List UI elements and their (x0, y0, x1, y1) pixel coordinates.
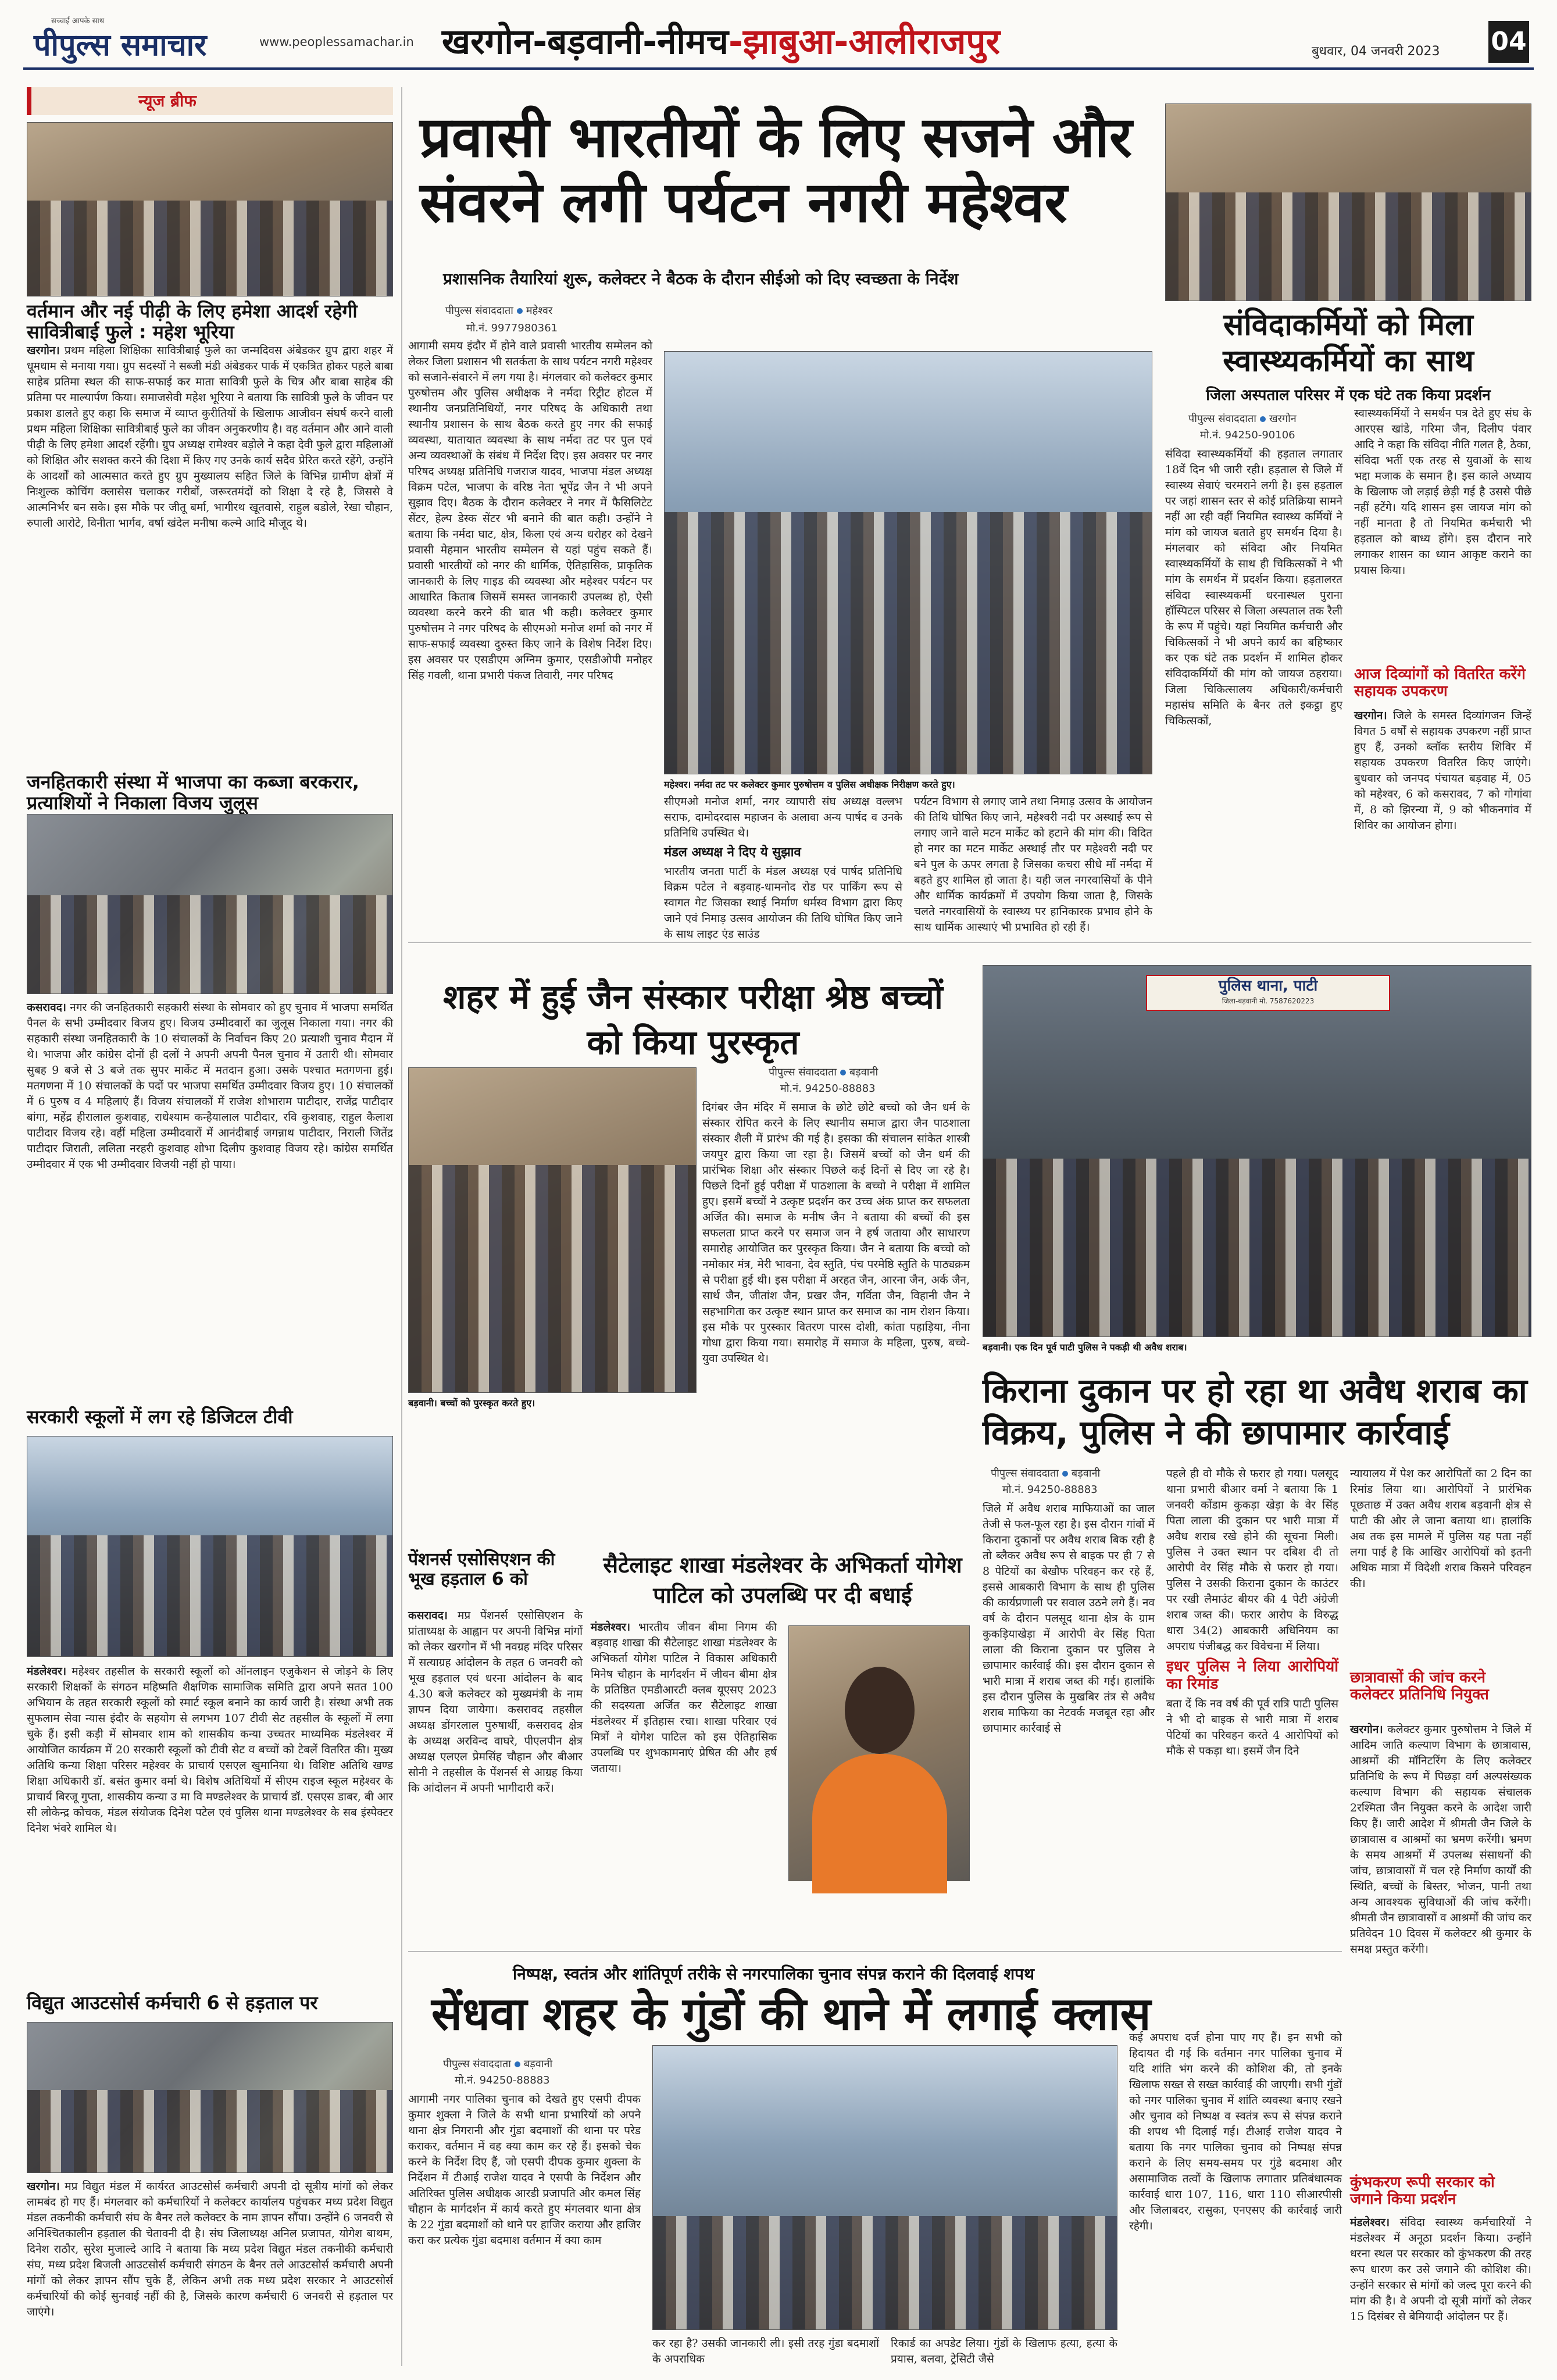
brief-photo-savitribai (27, 122, 393, 296)
lic-story (591, 1550, 970, 1968)
pension-body (408, 1608, 583, 1951)
sendhwa-story (408, 1954, 1342, 2373)
sendhwa-col1: आगामी नगर पालिका चुनाव को देखते हुए एसपी दीपक कुमार शुक्ला ने जिले के सभी थाना प्रभारियों को अपने थाना क्षेत्र निगरानी और गुंडा बदमाशों की थाना पर परेड कराकर, वर्तमान में वह क्या काम कर रहे हैं। इसको चेक करने के निर्देश दिए हैं, जो एसपी दीपक कुमार शुक्ला के निर्देशन में टीआई राजेश यादव ने एसपी के निर्देशन और अतिरिक्त पुलिस अधीक्षक आरडी प्रजापति और कमल सिंह चौहान के मार्गदर्शन में कार्य करते हुए मंगलवार थाना क्षेत्र के 22 गुंडा बदमाशों को थाने पर हाजिर कराया और हाजिर करा कर प्रत्येक गुंडा बदमाश वर्तमान में क्या काम (408, 2093, 641, 2247)
police-station-sign-sub: जिला-बड़वानी मो. 7587620223 (1222, 997, 1315, 1005)
news-brief-label (27, 87, 393, 115)
sendhwa-byline (443, 2057, 552, 2071)
brief-body-digital-tv (27, 1664, 393, 1978)
sendhwa-photo (652, 2045, 1117, 2330)
contract-sub2-place: खरगोन। (1354, 709, 1387, 722)
brief-text-digital-tv: महेश्वर तहसील के सरकारी स्कूलों को ऑनलाइन एजुकेशन से जोड़ने के लिए सरकारी शिक्षकों के संगठन महिष्मति शैक्षणिक सामाजिक समिति द्वारा अपने सतत 100 अभियान के तहत सरकारी स्कूलों को स्मार्ट स्कूल बनाने का कार्य जारी है। संस्था अभी तक सुफलाम सेवा न्यास इंदौर के सहयोग से लगभग 107 टीवी सेट तहसील के स्कूलों में लगा चुके हैं। इसी कड़ी में सोमवार शाम को शासकीय कन्या उच्चतर माध्यमिक मंडलेश्वर में आयोजित कार्यक्रम में 20 सरकारी स्कूलों को टीवी सेट व बच्चों को टेबलें वितरित की। मुख्य अतिथि कन्या शिक्षा परिसर महेश्वर के प्राचार्य एसएल खुमानिया थे। विशिष्ट अतिथि खण्ड शिक्षा अधिकारी डॉ. बसंत कुमार वर्मा थे। विशेष अतिथियों में सीएम राइज स्कूल महेश्वर के प्राचार्य बिरजू गुप्ता, शासकीय कन्या उ मा वि मण्डलेश्वर के प्राचार्य डॉ. एसएस डाबर, बी आर सी लोकेन्द्र कोचक, मंडल संयोजक दिनेश पटेल एवं पुलिस थाना मण्डलेश्वर के सब इंस्पेक्टर दिनेश भंवरे शामिल थे। (27, 1665, 393, 1835)
brief-body-power-strike (27, 2179, 393, 2366)
hostel-story (1350, 1670, 1531, 2088)
pension-place: कसरावद। (408, 1609, 448, 1622)
brief-headline-cooperative: जनहितकारी संस्था में भाजपा का कब्जा बरकरार, प्रत्याशियों ने निकाला विजय जुलूस (27, 771, 359, 814)
contract-sub2-headline: आज दिव्यांगों को वितरित करेंगे सहायक उपकरण (1354, 666, 1526, 701)
lic-headline: सैटेलाइट शाखा मंडलेश्वर के अभिकर्ता योगेश पाटिल को उपलब्धि पर दी बधाई (603, 1552, 962, 1608)
byline-dot-icon (517, 308, 523, 314)
hostel-place: खरगोन। (1350, 1723, 1383, 1736)
kumbhkaran-text: संविदा स्वास्थ्य कर्मचारियों ने मंडलेश्वर में अनूठा प्रदर्शन किया। उन्होंने धरना स्थल पर सरकार को कुंभकरण की तरह रूप धारण कर उसे जगाने की कोशिश की। उन्होंने सरकार से मांगों को जल्द पूरा करने की मांग की है। वे अपनी दो सूत्री मांगों को लेकर 15 दिसंबर से बेमियादी आंदोलन पर हैं। (1350, 2216, 1531, 2323)
edition-title (442, 16, 1000, 64)
contract-byline-author: पीपुल्स संवाददाता (1188, 413, 1256, 425)
jain-byline-author: पीपुल्स संवाददाता (769, 1066, 837, 1078)
police-station-signboard (1146, 975, 1390, 1011)
brief-text-power-strike: मप्र विद्युत मंडल में कार्यरत आउटसोर्स कर्मचारी अपनी दो सूत्रीय मांगों को लेकर लामबंद हो गए हैं। मंगलवार को कर्मचारियों ने कलेक्टर कार्यालय पहुंचकर मध्य प्रदेश विद्युत मंडल तकनीकी कर्मचारी संघ के बैनर तले कलेक्टर के नाम ज्ञापन सौंपा। उन्होंने 6 जनवरी से अनिश्चितकालीन हड़ताल की चेतावनी दी है। संघ जिलाध्यक्ष अनिल प्रजापत, योगेश बाथम, दिनेश राठौर, सुरेश मुजाल्दे आदि ने बताया कि मध्य प्रदेश विद्युत मंडल तकनीकी कर्मचारी संघ, मध्य प्रदेश बिजली आउटसोर्स कर्मचारी संगठन के बैनर तले आउटसोर्स कर्मचारी अपनी मांगों को लेकर ज्ञापन सौंप चुके हैं, लेकिन अभी तक मध्य प्रदेश सरकार ने आउटसोर्स कर्मचारियों की कोई सुनवाई नहीं की है, जिसके कारण कर्मचारी 6 जनवरी से हड़ताल पर जाएंगे। (27, 2180, 394, 2318)
hostel-text: कलेक्टर कुमार पुरुषोत्तम ने जिले में आदिम जाति कल्याण विभाग के छात्रावास, आश्रमों की मॉनिटरिंग के लिए कलेक्टर प्रतिनिधि के रूप में पिछड़ा वर्ग अल्पसंख्यक कल्याण विभाग की सहायक संचालक 2रश्मिता जैन नियुक्त करने के आदेश जारी किए हैं। जारी आदेश में श्रीमती जैन जिले के छात्रावास व आश्रमों का भ्रमण करेंगी। भ्रमण के समय आश्रमों में उपलब्ध संसाधनों की जांच, छात्रावासों में चल रहे निर्माण कार्यों की स्थिति, बच्चों के बिस्तर, भोजन, पानी तथा अन्य आवश्यक सुविधाओं की जांच करेंगी। श्रीमती जैन छात्रावासों व आश्रमों की जांच कर प्रतिवेदन 10 दिवस में कलेक्टर श्री कुमार के समक्ष प्रस्तुत करेंगी। (1350, 1723, 1531, 1956)
news-brief-label-text: न्यूज ब्रीफ (138, 91, 197, 110)
brief-photo-power-strike (27, 2022, 393, 2173)
logo-tagline: सच्चाई आपके साथ (51, 17, 105, 26)
brief-place-cooperative: कसरावद। (27, 1001, 66, 1014)
sendhwa-headline: सेंधवा शहर के गुंडों की थाने में लगाई क्लास (431, 1988, 1151, 2040)
lead-story (408, 87, 1152, 941)
lic-text: भारतीय जीवन बीमा निगम की बड़वाह शाखा की सैटेलाइट शाखा मंडलेश्वर के अभिकर्ता योगेश पाटिल ने विकास अधिकारी मिनेष चौहान के मार्गदर्शन में जीवन बीमा क्षेत्र के प्रतिष्ठित एमडीआरटी क्लब यूएसए 2023 की सदस्यता अर्जित कर सैटेलाइट शाखा मंडलेश्वर में इतिहास रचा। शाखा परिवार एवं मित्रों ने योगेश पाटिल को इस ऐतिहासिक उपलब्धि पर शुभकामनाएं प्रेषित की और हर्ष जताया। (591, 1621, 777, 1775)
column-divider-left (401, 87, 402, 2366)
jain-story (408, 951, 970, 1532)
jain-byline-place: बड़वानी (849, 1066, 879, 1078)
liquor-col3: न्यायालय में पेश कर आरोपितों का 2 दिन का रिमांड लिया था। आरोपियों ने प्रारंभिक पूछताछ में उक्त अवैध शराब बड़वानी क्षेत्र से पाटी की ओर ले जाना बताया था। हालांकि अब तक इस मामले में पुलिस यह पता नहीं लगा पाई है कि आखिर आरोपियों को इतनी अधिक मात्रा में विदेशी शराब किसने परिवहन की। (1350, 1467, 1531, 1590)
byline-dot-icon (1260, 416, 1266, 422)
hostel-body (1350, 1722, 1531, 2175)
edition-title-black: खरगोन-बड़वानी-नीमच (442, 22, 728, 62)
lead-photo (664, 351, 1152, 774)
brief-place-power-strike: खरगोन। (27, 2180, 60, 2193)
row-divider-1 (408, 942, 1531, 943)
lead-subhead: प्रशासनिक तैयारियां शुरू, कलेक्टर ने बैठक के दौरान सीईओ को दिए स्वच्छता के निर्देश (443, 269, 959, 288)
brief-headline-power-strike: विद्युत आउटसोर्स कर्मचारी 6 से हड़ताल पर (27, 1992, 318, 2014)
page-number-text: 04 (1491, 27, 1527, 56)
liquor-subhead: इधर पुलिस ने लिया आरोपियों का रिमांड (1166, 1658, 1338, 1693)
kumbhkaran-headline: कुंभकरण रूपी सरकार को जगाने किया प्रदर्शन (1350, 2174, 1495, 2209)
brief-headline-digital-tv: सरकारी स्कूलों में लग रहे डिजिटल टीवी (27, 1406, 293, 1428)
kumbhkaran-story (1350, 2174, 1531, 2372)
jain-byline (769, 1065, 878, 1079)
brief-photo-cooperative (27, 814, 393, 994)
contract-headline: संविदाकर्मियों को मिला स्वास्थ्यकर्मियों का साथ (1223, 308, 1474, 378)
lead-col2-subhead: मंडल अध्यक्ष ने दिए ये सुझाव (664, 845, 801, 860)
jain-headline: शहर में हुई जैन संस्कार परीक्षा श्रेष्ठ बच्चों को किया पुरस्कृत (443, 977, 943, 1062)
brief-place-savitribai: खरगोन। (27, 344, 60, 357)
lic-agent-photo (788, 1625, 970, 1881)
brief-headline-savitribai: वर्तमान और नई पीढ़ी के लिए हमेशा आदर्श रहेगी सावित्रीबाई फुले : महेश भूरिया (27, 300, 358, 343)
lead-col1: आगामी समय इंदौर में होने वाले प्रवासी भारतीय सम्मेलन को लेकर जिला प्रशासन भी सतर्कता के साथ पर्यटन नगरी महेश्वर को सजाने-संवारने में लग गया है। मंगलवार को कलेक्टर कुमार पुरुषोत्तम और पुलिस अधीक्षक ने नर्मदा रिट्रीट होटल में स्थानीय जनप्रतिनिधियों, नगर परिषद के अधिकारी तथा स्थानीय प्रशासन के साथ बैठक करते हुए नगर की सफाई व्यवस्था, यातायात व्यवस्था के साथ नर्मदा तट पर पुल एवं अन्य व्यवस्थाओं के संबंध में निर्देश दिए। इस अवसर पर नगर परिषद अध्यक्ष प्रतिनिधि गजराज यादव, भाजपा मंडल अध्यक्ष विक्रम पटेल, भाजपा के वरिष्ठ नेता भूपेंद्र जैन ने भी अपने सुझाव दिए। बैठक के दौरान कलेक्टर ने नगर में फैसिलिटेट सेंटर, हेल्प डेस्क सेंटर भी बनाने की बात कही। उन्होंने ने बताया कि नर्मदा घाट, क्षेत्र, किला एवं अन्य धरोहर को देखने प्रवासी मेहमान भारतीय सम्मेलन से यहां पहुंच सकते हैं। प्रवासी भारतीयों को नगर की धार्मिक, ऐतिहासिक, प्राकृतिक जानकारी के लिए गाइड की व्यवस्था और महेश्वर पर्यटन पर आधारित किताब जिसमें समस्त जानकारी उपलब्ध हो, ऐसी व्यवस्था करने करने की बात भी कही। कलेक्टर कुमार पुरुषोत्तम ने नगर परिषद के सीएमओ मनोज शर्मा को नगर में साफ-सफाई व्यवस्था दुरुस्त किए जाने के विशेष निर्देश दिए। इस अवसर पर एसडीएम अग्निम कुमार, एसडीओपी मनोहर सिंह गवली, थाना प्रभारी पंकज तिवारी, नगर परिषद (408, 340, 652, 682)
edition-title-red: -झाबुआ-आलीराजपुर (728, 22, 1001, 62)
lead-headline: प्रवासी भारतीयों के लिए सजने और संवरने लगी पर्यटन नगरी महेश्वर (420, 105, 1133, 235)
sendhwa-col4: कई अपराध दर्ज होना पाए गए हैं। इन सभी को हिदायत दी गई कि वर्तमान नगर पालिका चुनाव में यदि शांति भंग करने की कोशिश की, तो इनके खिलाफ सख्त से सख्त कार्रवाई की जाएगी। सभी गुंडों को नगर पालिका चुनाव में शांति व्यवस्था बनाए रखने और चुनाव को निष्पक्ष व स्वतंत्र रूप से संपन्न कराने की शपथ भी दिलाई गई। टीआई राजेश यादव ने बताया कि नगर पालिका चुनाव को निष्पक्ष संपन्न कराने के लिए समय-समय पर गुंडे बदमाश और असामाजिक तत्वों के खिलाफ लगातार प्रतिबंधात्मक कार्रवाई धारा 107, 116, धारा 110 सीआरपीसी और जिलाबदर, रासुका, एनएसए की कार्रवाई जारी रहेगी। (1129, 2031, 1342, 2232)
contract-subhead: जिला अस्पताल परिसर में एक घंटे तक किया प्रदर्शन (1206, 387, 1491, 404)
website-url[interactable]: www.peoplessamachar.in (259, 35, 414, 49)
contract-sub2-body (1354, 708, 1531, 935)
lead-col2b-text: भारतीय जनता पार्टी के मंडल अध्यक्ष एवं पार्षद प्रतिनिधि विक्रम पटेल ने बड़वाह-धामनोद रोड पर पार्किंग रूप से स्वागत गेट जिसका स्थाई निर्माण धर्मस्व विभाग द्वारा किए जाने एवं निमाड़ उत्सव आयोजन की तिथि घोषित किए जाने के साथ लाइट एंड साउंड (664, 865, 902, 941)
sendhwa-byline-author: पीपुल्स संवाददाता (443, 2058, 511, 2070)
brief-body-cooperative (27, 1000, 393, 1343)
brief-text-cooperative: नगर की जनहितकारी सहकारी संस्था के सोमवार को हुए चुनाव में भाजपा समर्थित पैनल के सभी उम्मीदवार विजय हुए। विजय उम्मीदवारों का जुलूस निकाला गया। नगर की सहकारी संस्था जनहितकारी के 10 संचालकों के निर्वाचन किए 20 प्रत्याशी चुनाव मैदान में थे। भाजपा और कांग्रेस दोनों ही दलों ने अपनी अपनी पैनल चुनाव में उतारी थी। सोमवार सुबह 9 बजे से 3 बजे तक सुपर मार्केट में मतदान हुआ। उसके पश्चात मतगणना हुई। मतगणना में 10 संचालकों के पदों पर भाजपा समर्थित उम्मीदवार विजय हुए। 10 संचालकों में 6 पुरुष व 4 महिलाएं हैं। विजय संचालकों में राजेश शोभाराम पाटीदार, राजेंद्र पाटीदार बांगा, महेंद्र हीरालाल कुशवाह, राधेश्याम कन्हैयालाल पाटीदार, रवि कुशवाह, राहुल कैलाश पाटीदार विजय रहे। वहीं महिला उम्मीदवारों में आनंदीबाई जगन्नाथ पाटीदार, निराली जितेंद्र पाटीदार जिराती, ललिता नरहरी कुशवाह शोभा दिलीप कुशवाह विजय रहे। कांग्रेस समर्थित उम्मीदवार में एक भी उम्मीदवार विजयी नहीं हो पाया। (27, 1001, 393, 1171)
lead-col2 (664, 794, 902, 941)
contract-photo (1165, 103, 1531, 301)
brief-text-savitribai: प्रथम महिला शिक्षिका सावित्रीबाई फुले का जन्मदिवस अंबेडकर ग्रुप द्वारा शहर में धूमधाम से मनाया गया। ग्रुप सदस्यों ने सब्जी मंडी अंबेडकर पार्क में एकत्रित होकर पहले बाबा साहेब प्रतिमा स्थल की साफ-सफाई कर माता सावित्री फुले के चित्र और बाबा साहेब की प्रतिमा पर माल्यार्पण किया। समाजसेवी महेश भूरिया ने बताया कि सावित्री फुले के जीवन पर प्रकाश डालते हुए कहा कि समाज में व्याप्त कुरीतियों के खिलाफ आजीवन संघर्ष करने वाली प्रथम महिला शिक्षिका सावित्रीबाई फुले का जीवन अनुकरणीय है। वह वर्तमान और आने वाली पीढ़ी के लिए हमेशा आदर्श रहेंगी। ग्रुप अध्यक्ष रामेश्वर बड़ोले ने कहा देवी फुले द्वारा महिलाओं को शिक्षित और सशक्त करने की दिशा में किए गए उनके कार्य सदैव प्रेरित करते रहेंगे, उन्होंने के आदर्शों को आत्मसात करते हुए ग्रुप मुख्यालय सहित जिले के विभिन्न ग्रामीण क्षेत्रों में निःशुल्क कोचिंग क्लासेस चलाकर गरीबों, जरूरतमंदों को शिक्षा दे रहे है, जिससे वे आत्मनिर्भर बन सके। इस मौके पर जीतू बर्मा, भागीरथ खूतवासे, राहुल बडोले, रेखा चौहान, रुपाली आरोटे, विनीता भार्गव, वर्षा खंदेल मनीषा कल्मे आदि मौजूद थे। (27, 344, 393, 530)
kumbhkaran-body (1350, 2215, 1531, 2372)
row-divider-2 (408, 1951, 1342, 1952)
brief-place-digital-tv: मंडलेश्वर। (27, 1665, 67, 1678)
contract-phone: मो.नं. 94250-90106 (1200, 429, 1295, 441)
lead-byline-author: पीपुल्स संवाददाता (445, 305, 513, 317)
liquor-col1: जिले में अवैध शराब माफियाओं का जाल तेजी से फल-फूल रहा है। इस दौरान गांवों में किराना दुकानों पर अवैध शराब बिक रही है तो ब्लैकर अवैध रूप से बाइक पर ही 7 से 8 पेटियों का बेखौफ परिवहन कर रहे हैं, इससे आबकारी विभाग के साथ ही पुलिस की कार्यप्रणाली पर सवाल उठने लगे हैं। नव वर्ष के दौरान पलसूद थाना क्षेत्र के ग्राम कुकड़ियाखेड़ा में आरोपी वेर सिंह पिता लाला की किराना दुकान पर पुलिस ने छापामार कार्रवाई की। इस दौरान दुकान से भारी मात्रा में शराब जब्त की गई। हालांकि इस दौरान पुलिस के मुखबिर तंत्र से अवैध शराब माफिया का नेटवर्क मजबूत रहा और छापामार कार्रवाई से (983, 1502, 1155, 1735)
contract-byline-place: खरगोन (1269, 413, 1297, 425)
logo-text: पीपुल्स समाचार (34, 28, 207, 63)
police-station-sign-text: पुलिस थाना, पाटी (1218, 977, 1318, 995)
liquor-headline: किराना दुकान पर हो रहा था अवैध शराब का विक्रय, पुलिस ने की छापामार कार्रवाई (983, 1371, 1527, 1452)
jain-phone: मो.नं. 94250-88883 (780, 1082, 876, 1095)
sendhwa-byline-place: बड़वानी (523, 2058, 553, 2070)
contract-col1: संविदा स्वास्थ्यकर्मियों की हड़ताल लगातार 18वें दिन भी जारी रही। हड़ताल से जिले में स्वास्थ्य सेवाएं चरमराने लगी है। इस हड़ताल पर जहां शासन स्तर से कोई प्रतिक्रिया सामने नहीं आ रही वहीं नियमित स्वास्थ्य कर्मियों ने मांग को जायज बताते हुए समर्थन दिया है। मंगलवार को संविदा और नियमित स्वास्थ्यकर्मियों के साथ ही चिकित्सकों ने भी मांग के समर्थन में प्रदर्शन किया। हड़तालरत संविदा स्वास्थ्यकर्मी धरनास्थल पुराना हॉस्पिटल परिसर से जिला अस्पताल तक रैली के रूप में पहुंचे। यहां नियमित कर्मचारी और चिकित्सकों ने भी अपने कार्य का बहिष्कार कर एक घंटे तक प्रदर्शन में शामिल होकर संविदाकर्मियों की मांग को जायज ठहराया। जिला चिकित्सालय अधिकारी/कर्मचारी महासंघ समिति के बैनर तले इकट्ठा हुए चिकित्सकों, (1165, 448, 1342, 727)
liquor-sub-text: बता दें कि नव वर्ष की पूर्व रात्रि पाटी पुलिस ने भी दो बाइक से भारी मात्रा में शराब पेटियों का परिवहन करते 4 आरोपियों को मौके से पकड़ा था। इसमें जैन दिने (1166, 1698, 1338, 1757)
lead-col2-text: सीएमओ मनोज शर्मा, नगर व्यापारी संघ अध्यक्ष वल्लभ सराफ, दामोदरदास महाजन के अलावा अन्य पार्षद व उनके प्रतिनिधि उपस्थित थे। (664, 795, 902, 839)
jain-photo (408, 1067, 697, 1393)
contract-sub2-text: जिले के समस्त दिव्यांगजन जिन्हें विगत 5 वर्षों से सहायक उपकरण नहीं प्राप्त हुए हैं, उनको ब्लॉक स्तरीय शिविर में सहायक उपकरण वितरित किए जाएंगे। बुधवार को जनपद पंचायत बड़वाह में, 05 को महेश्वर, 6 को कसरावद, 7 को गोगांवा में, 8 को झिरन्या में, 9 को भीकनगांव में शिविर का आयोजन होगा। (1354, 709, 1531, 832)
hostel-headline: छात्रावासों की जांच करने कलेक्टर प्रतिनिधि नियुक्त (1350, 1669, 1489, 1704)
liquor-photo-block (983, 965, 1531, 1360)
jain-body: दिगंबर जैन मंदिर में समाज के छोटे छोटे बच्चो को जैन धर्म के संस्कार रोपित करने के लिए स्थानीय समाज द्वारा जैन पाठशाला संस्कार शैली में प्रारंभ की गई है। इसका की संचालन सांकेत शास्त्री जयपुर द्वारा किया जा रहा है। जिसमें बच्चों को जैन धर्म की प्रारंभिक शिक्षा और संस्कार पिछले कई दिनों से दिए जा रहे है। पिछले दिनों हुई परीक्षा में पाठशाला के बच्चो ने परीक्षा में शामिल हुए। इसमें बच्चों ने उत्कृष्ट प्रदर्शन कर उच्च अंक प्राप्त कर सफलता अर्जित की। समाज के मनीष जैन ने बताया की बच्चों की इस सफलता प्राप्त करने पर समाज जन ने हर्ष जताया और साधारण समारोह आयोजित कर पुरस्कृत किया। जैन ने बताया कि बच्चो को नमोकार मंत्र, मेरी भावना, देव स्तुति, पंच परमेष्ठि स्तुति के पाठ्यक्रम से परीक्षा हुई थी। इस परीक्षा में अरहत जैन, आरना जैन, अर्क जैन, सार्थ जैन, जीतांश जैन, प्रखर जैन, गर्विता जैन, विहानी जैन ने सहभागिता कर उत्कृष्ट स्थान प्राप्त कर समाज का नाम रोशन किया। इस मौके पर पुरस्कार वितरण पारस दोशी, कांता पहाड़िया, नीना गोधा द्वारा किया गया। समारोह में समाज के महिला, पुरुष, बच्चे-युवा उपस्थित थे। (702, 1101, 970, 1365)
masthead-rule (23, 67, 1534, 70)
page-number (1488, 21, 1529, 63)
pension-headline: पेंशनर्स एसोसिएशन की भूख हड़ताल 6 को (408, 1549, 555, 1589)
sendhwa-phone: मो.नं. 94250-88883 (455, 2074, 550, 2086)
liquor-col2 (1166, 1466, 1338, 1868)
byline-dot-icon (1062, 1471, 1068, 1477)
lic-body (591, 1620, 777, 1963)
contract-col2: स्वास्थ्यकर्मियों ने समर्थन पत्र देते हुए संघ के आरएस खांडे, गरिमा जैन, दिलीप पंवार आदि ने कहा कि संविदा नीति गलत है, ठेका, संविदा भर्ती एक तरह से युवाओं के साथ भद्दा मजाक के समान है। इस काले अध्याय के खिलाफ जो लड़ाई छेड़ी गई है उससे पीछे नहीं हटेंगे। यदि शासन इस जायज मांग को नहीं मानता है तो नियमित कर्मचारी भी हड़ताल को बाध्य होंगे। इस दौरान नारे लगाकर शासन का ध्यान आकृष्ट कराने का प्रयास किया। (1354, 407, 1531, 577)
brief-photo-digital-tv (27, 1436, 393, 1657)
liquor-byline-place: बड़वानी (1071, 1467, 1101, 1480)
contract-story (1165, 103, 1531, 937)
lic-place: मंडलेश्वर। (591, 1621, 631, 1634)
contract-byline (1188, 412, 1297, 426)
liquor-col2-text: पहले ही वो मौके से फरार हो गया। पलसूद थाना प्रभारी बीआर वर्मा ने बताया कि 1 जनवरी कोंडाम कुकड़ा खेड़ा के वेर सिंह पिता लाला की दुकान पर भारी मात्रा में अवैध शराब रखे होने की सूचना मिली। पुलिस ने उक्त स्थान पर दबिश दी तो आरोपी वेर सिंह मौके से फरार हो गया। पुलिस ने उसकी किराना दुकान के काउंटर पर रखी लैमाउंट बीयर की 4 पेटी अंग्रेजी शराब जब्त की। फरार आरोप के विरुद्ध धारा 34(2) आबकारी अधिनियम का अपराध पंजीबद्ध कर विवेचना में लिया। (1166, 1467, 1338, 1653)
lead-photo-caption: महेश्वर। नर्मदा तट पर कलेक्टर कुमार पुरुषोत्तम व पुलिस अधीक्षक निरीक्षण करते हुए। (664, 779, 955, 790)
pension-text: मप्र पेंशनर्स एसोसिएशन के प्रांताध्यक्ष के आह्वान पर अपनी विभिन्न मांगों को लेकर खरगोन में भी नवग्रह मंदिर परिसर में सत्याग्रह आंदोलन के तहत 6 जनवरी को भूख हड़ताल एवं धरना आंदोलन के बाद 4.30 बजे कलेक्टर को मुख्यमंत्री के नाम ज्ञापन दिया जायेगा। कसरावद तहसील अध्यक्ष डोंगरलाल पुरुषार्थी, कसरावद क्षेत्र के अध्यक्ष अरविन्द वाघरे, पीएलपीन क्षेत्र अध्यक्ष एलएल प्रेमसिंह चौहान और बीआर सोनी ने तहसील के पेंशनर्स से आग्रह किया कि आंदोलन में अपनी भागीदारी करें। (408, 1609, 583, 1795)
sendhwa-col3: रिकार्ड का अपडेट लिया। गुंडों के खिलाफ हत्या, हत्या के प्रयास, बलवा, ट्रेसिटी जैसे (891, 2337, 1117, 2365)
liquor-byline-author: पीपुल्स संवाददाता (991, 1467, 1059, 1480)
masthead (0, 0, 1557, 70)
liquor-phone: मो.नं. 94250-88883 (1002, 1484, 1098, 1496)
kumbhkaran-place: मंडलेश्वर। (1350, 2216, 1390, 2229)
liquor-byline (991, 1466, 1100, 1480)
issue-date: बुधवार, 04 जनवरी 2023 (1312, 44, 1440, 59)
sendhwa-kicker: निष्पक्ष, स्वतंत्र और शांतिपूर्ण तरीके से नगरपालिका चुनाव संपन्न कराने की दिलवाई शपथ (513, 1964, 1034, 1984)
pension-story (408, 1550, 583, 1968)
brief-body-savitribai (27, 343, 393, 669)
lead-phone: मो.नं. 9977980361 (466, 322, 558, 334)
jain-photo-caption: बड़वानी। बच्चों को पुरस्कृत करते हुए। (408, 1398, 535, 1409)
byline-dot-icon (840, 1070, 846, 1075)
sendhwa-col2: कर रहा है? उसकी जानकारी ली। इसी तरह गुंडा बदमाशों के अपराधिक (652, 2337, 879, 2365)
byline-dot-icon (515, 2061, 520, 2067)
masthead-logo (34, 15, 255, 62)
lead-byline-place: महेश्वर (526, 305, 553, 317)
news-brief-column (27, 87, 393, 2366)
police-station-photo (983, 965, 1531, 1337)
lead-col3: पर्यटन विभाग से लगाए जाने तथा निमाड़ उत्सव के आयोजन की तिथि घोषित किए जाने, महेश्वरी नदी पर अस्थाई रूप से लगाए जाने वाले मटन मार्केट को हटाने की मांग की। विदित हो नगर का मटन मार्केट अस्थाई तौर पर महेश्वरी नदी पर बने पुल के ऊपर लगता है जिसका कचरा सीधे माँ नर्मदा में बहते हुए शामिल हो जाता है। यही जल नगरवासियों के पीने और धार्मिक कार्यक्रमों में उपयोग किया जाता है, जिसके चलते नगरवासियों के स्वास्थ्य पर हानिकारक प्रभाव होने के साथ धार्मिक आस्थाएं भी प्रभावित हो रही हैं। (914, 795, 1152, 934)
lead-byline (445, 303, 552, 317)
liquor-photo-caption: बड़वानी। एक दिन पूर्व पाटी पुलिस ने पकड़ी थी अवैध शराब। (983, 1342, 1187, 1353)
